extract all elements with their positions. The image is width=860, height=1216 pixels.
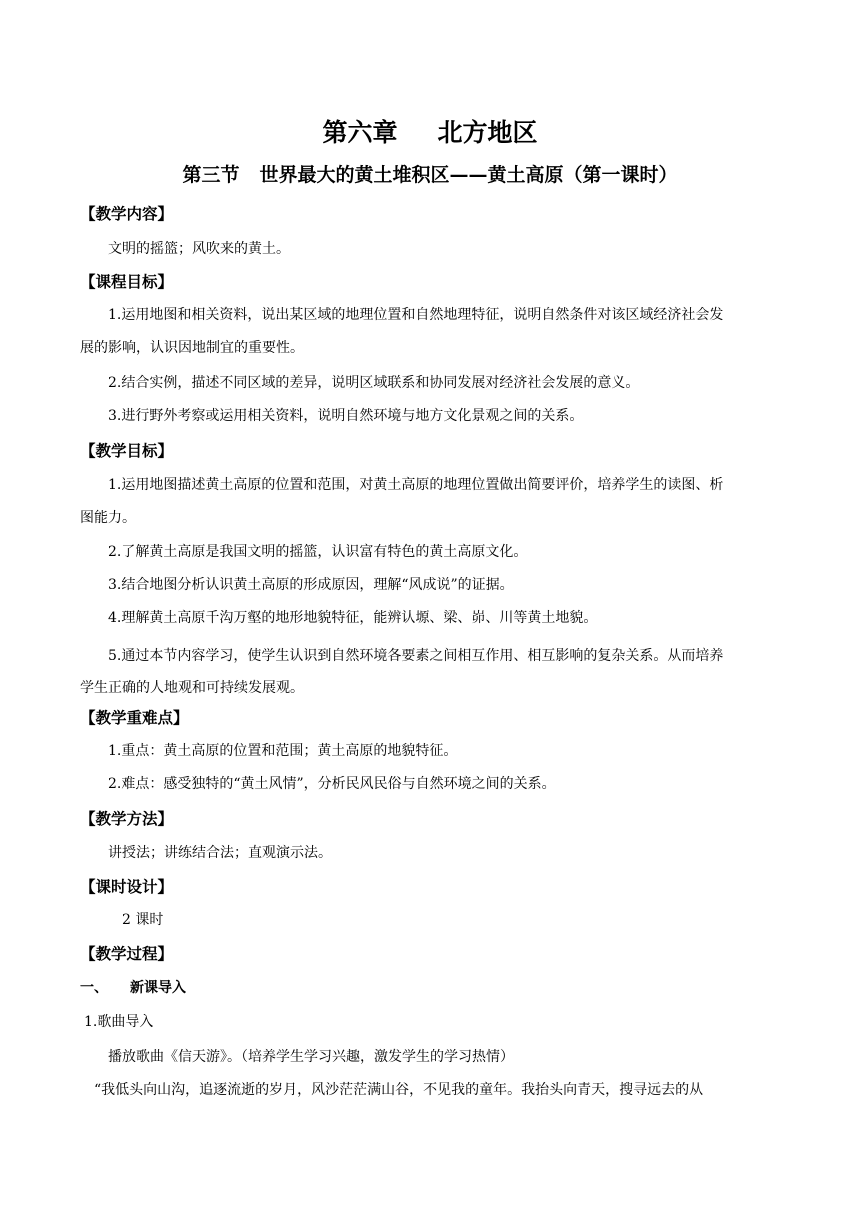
section-title (0, 160, 860, 187)
process-step-1-text: 播放歌曲《信天游》。（培养学生学习兴趣，激发学生的学习热情） (108, 1049, 514, 1065)
teaching-goal-1-line2: 图能力。 (80, 510, 136, 526)
heading-teaching-goals: 【教学目标】 (80, 441, 174, 460)
process-step-1: 1.歌曲导入 (84, 1014, 154, 1030)
heading-process: 【教学过程】 (80, 944, 174, 963)
heading-schedule: 【课时设计】 (80, 877, 174, 896)
key-point-1: 1.重点：黄土高原的位置和范围；黄土高原的地貌特征。 (108, 743, 458, 759)
chapter-number: 第六章 (322, 118, 398, 147)
teaching-goal-5-line1: 5.通过本节内容学习，使学生认识到自然环境各要素之间相互作用、相互影响的复杂关系。从而培养 (108, 648, 724, 664)
course-goal-3: 3.进行野外考察或运用相关资料，说明自然环境与地方文化景观之间的关系。 (108, 408, 584, 424)
song-lyrics: “我低头向山沟，追逐流逝的岁月，风沙茫茫满山谷，不见我的童年。我抬头向青天，搜寻远去的从 (94, 1082, 704, 1098)
heading-methods: 【教学方法】 (80, 809, 174, 828)
teaching-content-text: 文明的摇篮；风吹来的黄土。 (108, 241, 290, 257)
process-part-1 (80, 977, 186, 997)
heading-key-points: 【教学重难点】 (80, 708, 189, 727)
heading-teaching-content: 【教学内容】 (80, 204, 174, 223)
methods-text: 讲授法；讲练结合法；直观演示法。 (108, 845, 332, 861)
teaching-goal-5-line2: 学生正确的人地观和可持续发展观。 (80, 680, 304, 696)
section-name: 世界最大的黄土堆积区——黄土高原（第一课时） (259, 164, 678, 186)
course-goal-2: 2.结合实例，描述不同区域的差异，说明区域联系和协同发展对经济社会发展的意义。 (108, 375, 640, 391)
schedule-text: 2 课时 (122, 912, 164, 928)
key-point-2: 2.难点：感受独特的“黄土风情”，分析民风民俗与自然环境之间的关系。 (108, 776, 556, 792)
chapter-title (0, 113, 860, 149)
course-goal-1-line1: 1.运用地图和相关资料，说出某区域的地理位置和自然地理特征，说明自然条件对该区域经济社会发 (108, 307, 724, 323)
teaching-goal-1-line1: 1.运用地图描述黄土高原的位置和范围，对黄土高原的地理位置做出简要评价，培养学生的读图、析 (108, 477, 724, 493)
chapter-name: 北方地区 (437, 118, 538, 147)
process-part-1-title: 新课导入 (130, 980, 186, 996)
process-part-1-number: 一、 (80, 980, 108, 996)
teaching-goal-3: 3.结合地图分析认识黄土高原的形成原因，理解“风成说”的证据。 (108, 577, 514, 593)
section-number: 第三节 (182, 164, 240, 186)
teaching-goal-2: 2.了解黄土高原是我国文明的摇篮，认识富有特色的黄土高原文化。 (108, 544, 528, 560)
heading-course-goals: 【课程目标】 (80, 272, 174, 291)
teaching-goal-4: 4.理解黄土高原千沟万壑的地形地貌特征，能辨认塬、梁、峁、川等黄土地貌。 (108, 610, 598, 626)
course-goal-1-line2: 展的影响，认识因地制宜的重要性。 (80, 340, 304, 356)
